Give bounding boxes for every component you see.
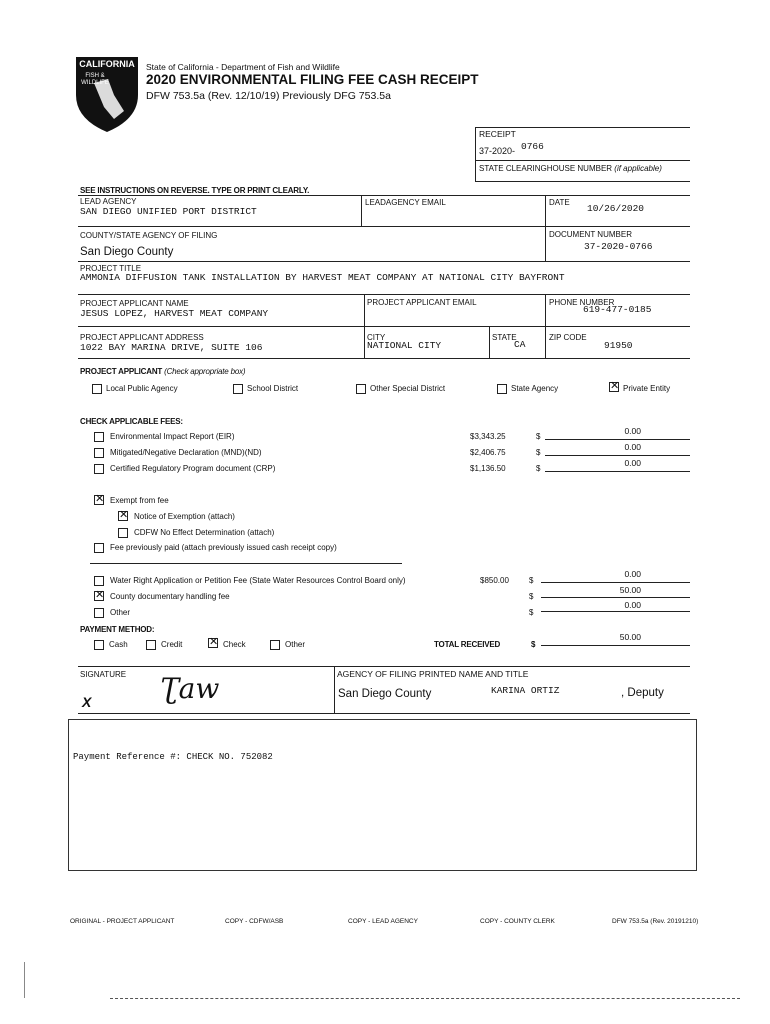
county-agency-value: San Diego County xyxy=(80,246,174,258)
eir-label: Environmental Impact Report (EIR) xyxy=(110,432,235,441)
applicant-address-label: PROJECT APPLICANT ADDRESS xyxy=(80,333,204,342)
applicant-name-value: JESUS LOPEZ, HARVEST MEAT COMPANY xyxy=(80,308,269,319)
school-district-checkbox[interactable] xyxy=(233,384,243,394)
receipt-label: RECEIPT xyxy=(479,129,516,139)
crp-dollar: $ xyxy=(536,464,541,473)
county-handling-label: County documentary handling fee xyxy=(110,592,230,601)
other-fee-dollar: $ xyxy=(529,608,534,617)
mnd-amount: 0.00 xyxy=(624,442,641,452)
applicant-email-label: PROJECT APPLICANT EMAIL xyxy=(367,298,477,307)
state-label: STATE xyxy=(492,333,517,342)
applicant-type-label-text: PROJECT APPLICANT xyxy=(80,367,163,376)
local-public-agency-label: Local Public Agency xyxy=(106,384,178,393)
footer-original: ORIGINAL - PROJECT APPLICANT xyxy=(70,918,175,925)
other-payment-label: Other xyxy=(285,640,306,649)
notice-of-exemption-checkbox[interactable] xyxy=(118,511,128,521)
credit-label: Credit xyxy=(161,640,183,649)
logo-text-wildlife: WILDLIFE xyxy=(81,80,109,86)
state-agency-label: State Agency xyxy=(511,384,559,393)
applicant-address-value: 1022 BAY MARINA DRIVE, SUITE 106 xyxy=(80,342,263,353)
exempt-checkbox[interactable] xyxy=(94,495,104,505)
project-title-label: PROJECT TITLE xyxy=(80,264,142,273)
local-public-agency-checkbox[interactable] xyxy=(92,384,102,394)
state-value: CA xyxy=(514,339,526,350)
eir-amount: 0.00 xyxy=(624,426,641,436)
phone-label: PHONE NUMBER xyxy=(549,298,615,307)
cdfw-no-effect-checkbox[interactable] xyxy=(118,528,128,538)
instructions: SEE INSTRUCTIONS ON REVERSE. TYPE OR PRINT CLEARLY. xyxy=(80,186,310,195)
county-handling-amount: 50.00 xyxy=(619,585,641,595)
applicant-type-label xyxy=(80,367,245,376)
crp-label: Certified Regulatory Program document (CRP) xyxy=(110,464,276,473)
logo-text-california: CALIFORNIA xyxy=(79,59,135,69)
credit-checkbox[interactable] xyxy=(146,640,156,650)
mnd-label: Mitigated/Negative Declaration (MND)(ND) xyxy=(110,448,262,457)
other-fee-label: Other xyxy=(110,608,131,617)
payment-reference: Payment Reference #: CHECK NO. 752082 xyxy=(73,752,273,762)
logo-text-fish: FISH & xyxy=(85,73,105,79)
fees-label: CHECK APPLICABLE FEES: xyxy=(80,417,183,426)
clearinghouse-label xyxy=(479,164,662,173)
eir-dollar: $ xyxy=(536,432,541,441)
county-handling-checkbox[interactable] xyxy=(94,591,104,601)
phone-value: 619-477-0185 xyxy=(583,304,652,315)
total-received-label: TOTAL RECEIVED xyxy=(434,640,501,649)
cash-label: Cash xyxy=(109,640,128,649)
total-dollar: $ xyxy=(531,640,536,649)
date-value: 10/26/2020 xyxy=(587,203,645,214)
applicant-name-label: PROJECT APPLICANT NAME xyxy=(80,299,189,308)
crp-fee: $1,136.50 xyxy=(470,464,506,473)
clearinghouse-label-text: STATE CLEARINGHOUSE NUMBER xyxy=(479,164,613,173)
water-right-fee: $850.00 xyxy=(480,576,509,585)
receipt-handwritten-number: 0766 xyxy=(521,141,544,152)
cdfw-no-effect-label: CDFW No Effect Determination (attach) xyxy=(134,528,275,537)
form-number: DFW 753.5a (Rev. 12/10/19) Previously DFG 753.5a xyxy=(146,90,391,102)
other-special-district-checkbox[interactable] xyxy=(356,384,366,394)
zip-label: ZIP CODE xyxy=(549,333,587,342)
payment-reference-box xyxy=(68,719,697,871)
date-label: DATE xyxy=(549,198,570,207)
eir-checkbox[interactable] xyxy=(94,432,104,442)
water-right-dollar: $ xyxy=(529,576,534,585)
check-checkbox[interactable] xyxy=(208,638,218,648)
other-fee-checkbox[interactable] xyxy=(94,608,104,618)
document-number-value: 37-2020-0766 xyxy=(584,241,653,252)
form-title: 2020 ENVIRONMENTAL FILING FEE CASH RECEIPT xyxy=(146,72,479,87)
clearinghouse-note: (if applicable) xyxy=(614,164,662,173)
cdfw-logo-icon xyxy=(74,55,140,133)
clerk-title-value: , Deputy xyxy=(621,687,664,699)
private-entity-label: Private Entity xyxy=(623,384,671,393)
applicant-type-note: (Check appropriate box) xyxy=(164,367,246,376)
total-received-value: 50.00 xyxy=(619,632,641,642)
document-number-label: DOCUMENT NUMBER xyxy=(549,230,632,239)
clerk-name-value: KARINA ORTIZ xyxy=(491,685,560,696)
agency-name-value: San Diego County xyxy=(338,688,432,700)
agency-name-title-label: AGENCY OF FILING PRINTED NAME AND TITLE xyxy=(337,669,529,679)
signature-scrawl: Ʈaw xyxy=(160,672,220,705)
footer-copy-lead: COPY - LEAD AGENCY xyxy=(348,918,418,925)
city-value: NATIONAL CITY xyxy=(367,340,442,351)
private-entity-checkbox[interactable] xyxy=(609,382,619,392)
county-handling-dollar: $ xyxy=(529,592,534,601)
project-title-value: AMMONIA DIFFUSION TANK INSTALLATION BY HARVEST MEAT COMPANY AT NATIONAL CITY BAYFRONT xyxy=(80,272,565,283)
mnd-checkbox[interactable] xyxy=(94,448,104,458)
other-payment-checkbox[interactable] xyxy=(270,640,280,650)
footer-copy-county: COPY - COUNTY CLERK xyxy=(480,918,555,925)
mnd-fee: $2,406.75 xyxy=(470,448,506,457)
water-right-checkbox[interactable] xyxy=(94,576,104,586)
mnd-dollar: $ xyxy=(536,448,541,457)
cash-checkbox[interactable] xyxy=(94,640,104,650)
county-agency-label: COUNTY/STATE AGENCY OF FILING xyxy=(80,231,218,240)
eir-fee: $3,343.25 xyxy=(470,432,506,441)
school-district-label: School District xyxy=(247,384,299,393)
agency-line: State of California - Department of Fish and Wildlife xyxy=(146,62,340,72)
lead-agency-email-label: LEADAGENCY EMAIL xyxy=(365,198,446,207)
fee-previously-paid-label: Fee previously paid (attach previously issued cash receipt copy) xyxy=(110,543,337,552)
city-label: CITY xyxy=(367,333,386,342)
notice-of-exemption-label: Notice of Exemption (attach) xyxy=(134,512,235,521)
receipt-prefix: 37-2020- xyxy=(479,146,516,156)
other-fee-amount: 0.00 xyxy=(624,600,641,610)
signature-x: X xyxy=(82,694,92,710)
lead-agency-label: LEAD AGENCY xyxy=(80,197,137,206)
water-right-label: Water Right Application or Petition Fee (State Water Resources Control Board only) xyxy=(110,576,406,585)
payment-method-label: PAYMENT METHOD: xyxy=(80,625,155,634)
check-label: Check xyxy=(223,640,246,649)
signature-label: SIGNATURE xyxy=(80,670,127,679)
water-right-amount: 0.00 xyxy=(624,569,641,579)
zip-value: 91950 xyxy=(604,340,633,351)
crp-amount: 0.00 xyxy=(624,458,641,468)
other-special-district-label: Other Special District xyxy=(370,384,446,393)
state-agency-checkbox[interactable] xyxy=(497,384,507,394)
footer-form-number: DFW 753.5a (Rev. 20191210) xyxy=(612,918,699,925)
exempt-label: Exempt from fee xyxy=(110,496,169,505)
fee-previously-paid-checkbox[interactable] xyxy=(94,543,104,553)
lead-agency-value: SAN DIEGO UNIFIED PORT DISTRICT xyxy=(80,206,257,217)
crp-checkbox[interactable] xyxy=(94,464,104,474)
footer-copy-cdfw: COPY - CDFW/ASB xyxy=(225,918,284,925)
